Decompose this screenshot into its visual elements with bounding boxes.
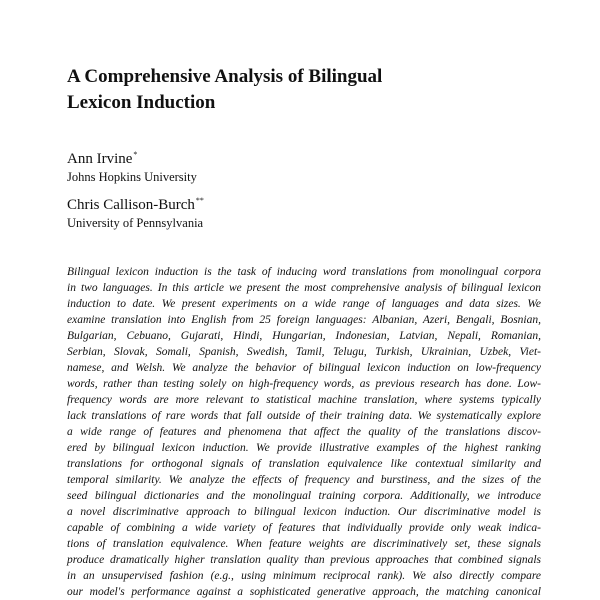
abstract-line: words, rather than testing solely on high-frequency words, as previous research has done. Low- (67, 378, 541, 390)
abstract-line: translations for orthogonal signals of translation equivalence like contextual similarity and (67, 458, 541, 470)
paper-title (67, 64, 537, 116)
author-name-line (67, 145, 467, 169)
abstract-line: a novel discriminative approach to bilingual lexicon induction. Our discriminative model is (67, 506, 541, 518)
abstract-line: tions of translation equivalence. When feature weights are discriminatively set, these signals (67, 538, 541, 550)
author-name: Chris Callison-Burch (67, 197, 195, 213)
author-affiliation: Johns Hopkins University (67, 170, 197, 184)
abstract-line: induction to date. We present experiments on a wide range of languages and data sizes. We (67, 298, 541, 310)
abstract-line: Bilingual lexicon induction is the task of inducing word translations from monolingual corpora (67, 266, 541, 278)
abstract-line: temporal similarity. We analyze the effects of frequency and burstiness, and the sizes of the (67, 474, 541, 486)
author-block (67, 191, 467, 232)
author-name-line (67, 191, 467, 215)
author-affiliation: University of Pennsylvania (67, 216, 204, 230)
title-line: Lexicon Induction (67, 92, 216, 113)
abstract-line: seed bilingual dictionaries and the monolingual training corpora. Additionally, we introduce (67, 490, 541, 502)
author-name: Ann Irvine (67, 151, 133, 167)
abstract-line: produce dramatically higher translation quality than previous approaches that combined signals (67, 554, 541, 566)
abstract-line: in an unsupervised fashion (e.g., using minimum reciprocal rank). We also directly compare (67, 570, 541, 582)
abstract-line: in two languages. In this article we present the most comprehensive analysis of bilingual lexicon (67, 282, 541, 294)
abstract-line: our model's performance against a sophisticated generative approach, the matching canonical (67, 586, 541, 598)
abstract-line: lack translations of rare words that fall outside of their training data. We systematically explore (67, 410, 541, 422)
abstract-line: capable of combining a wide variety of features that individually provide only weak indica- (67, 522, 541, 534)
abstract (67, 264, 541, 600)
title-line: A Comprehensive Analysis of Bilingual (67, 66, 383, 87)
author-footnote-mark: ** (195, 196, 204, 205)
abstract-line: ered by bilingual lexicon induction. We provide illustrative examples of the highest ranking (67, 442, 541, 454)
abstract-line: frequency words are more relevant to statistical machine translation, where systems typically (67, 394, 541, 406)
author-block (67, 145, 467, 186)
abstract-line: Serbian, Slovak, Somali, Spanish, Swedish, Tamil, Telugu, Turkish, Ukrainian, Uzbek, Viet- (67, 346, 541, 358)
abstract-line: a wide range of features and phenomena that affect the quality of the translations discov- (67, 426, 541, 438)
abstract-line: namese, and Welsh. We analyze the behavior of bilingual lexicon induction on low-frequency (67, 362, 541, 374)
abstract-line: Bulgarian, Cebuano, Gujarati, Hindi, Hungarian, Indonesian, Latvian, Nepali, Romanian, (67, 330, 541, 342)
abstract-line: examine translation into English from 25 foreign languages: Albanian, Azeri, Bengali, Bosnian, (67, 314, 541, 326)
author-footnote-mark: * (133, 150, 138, 159)
